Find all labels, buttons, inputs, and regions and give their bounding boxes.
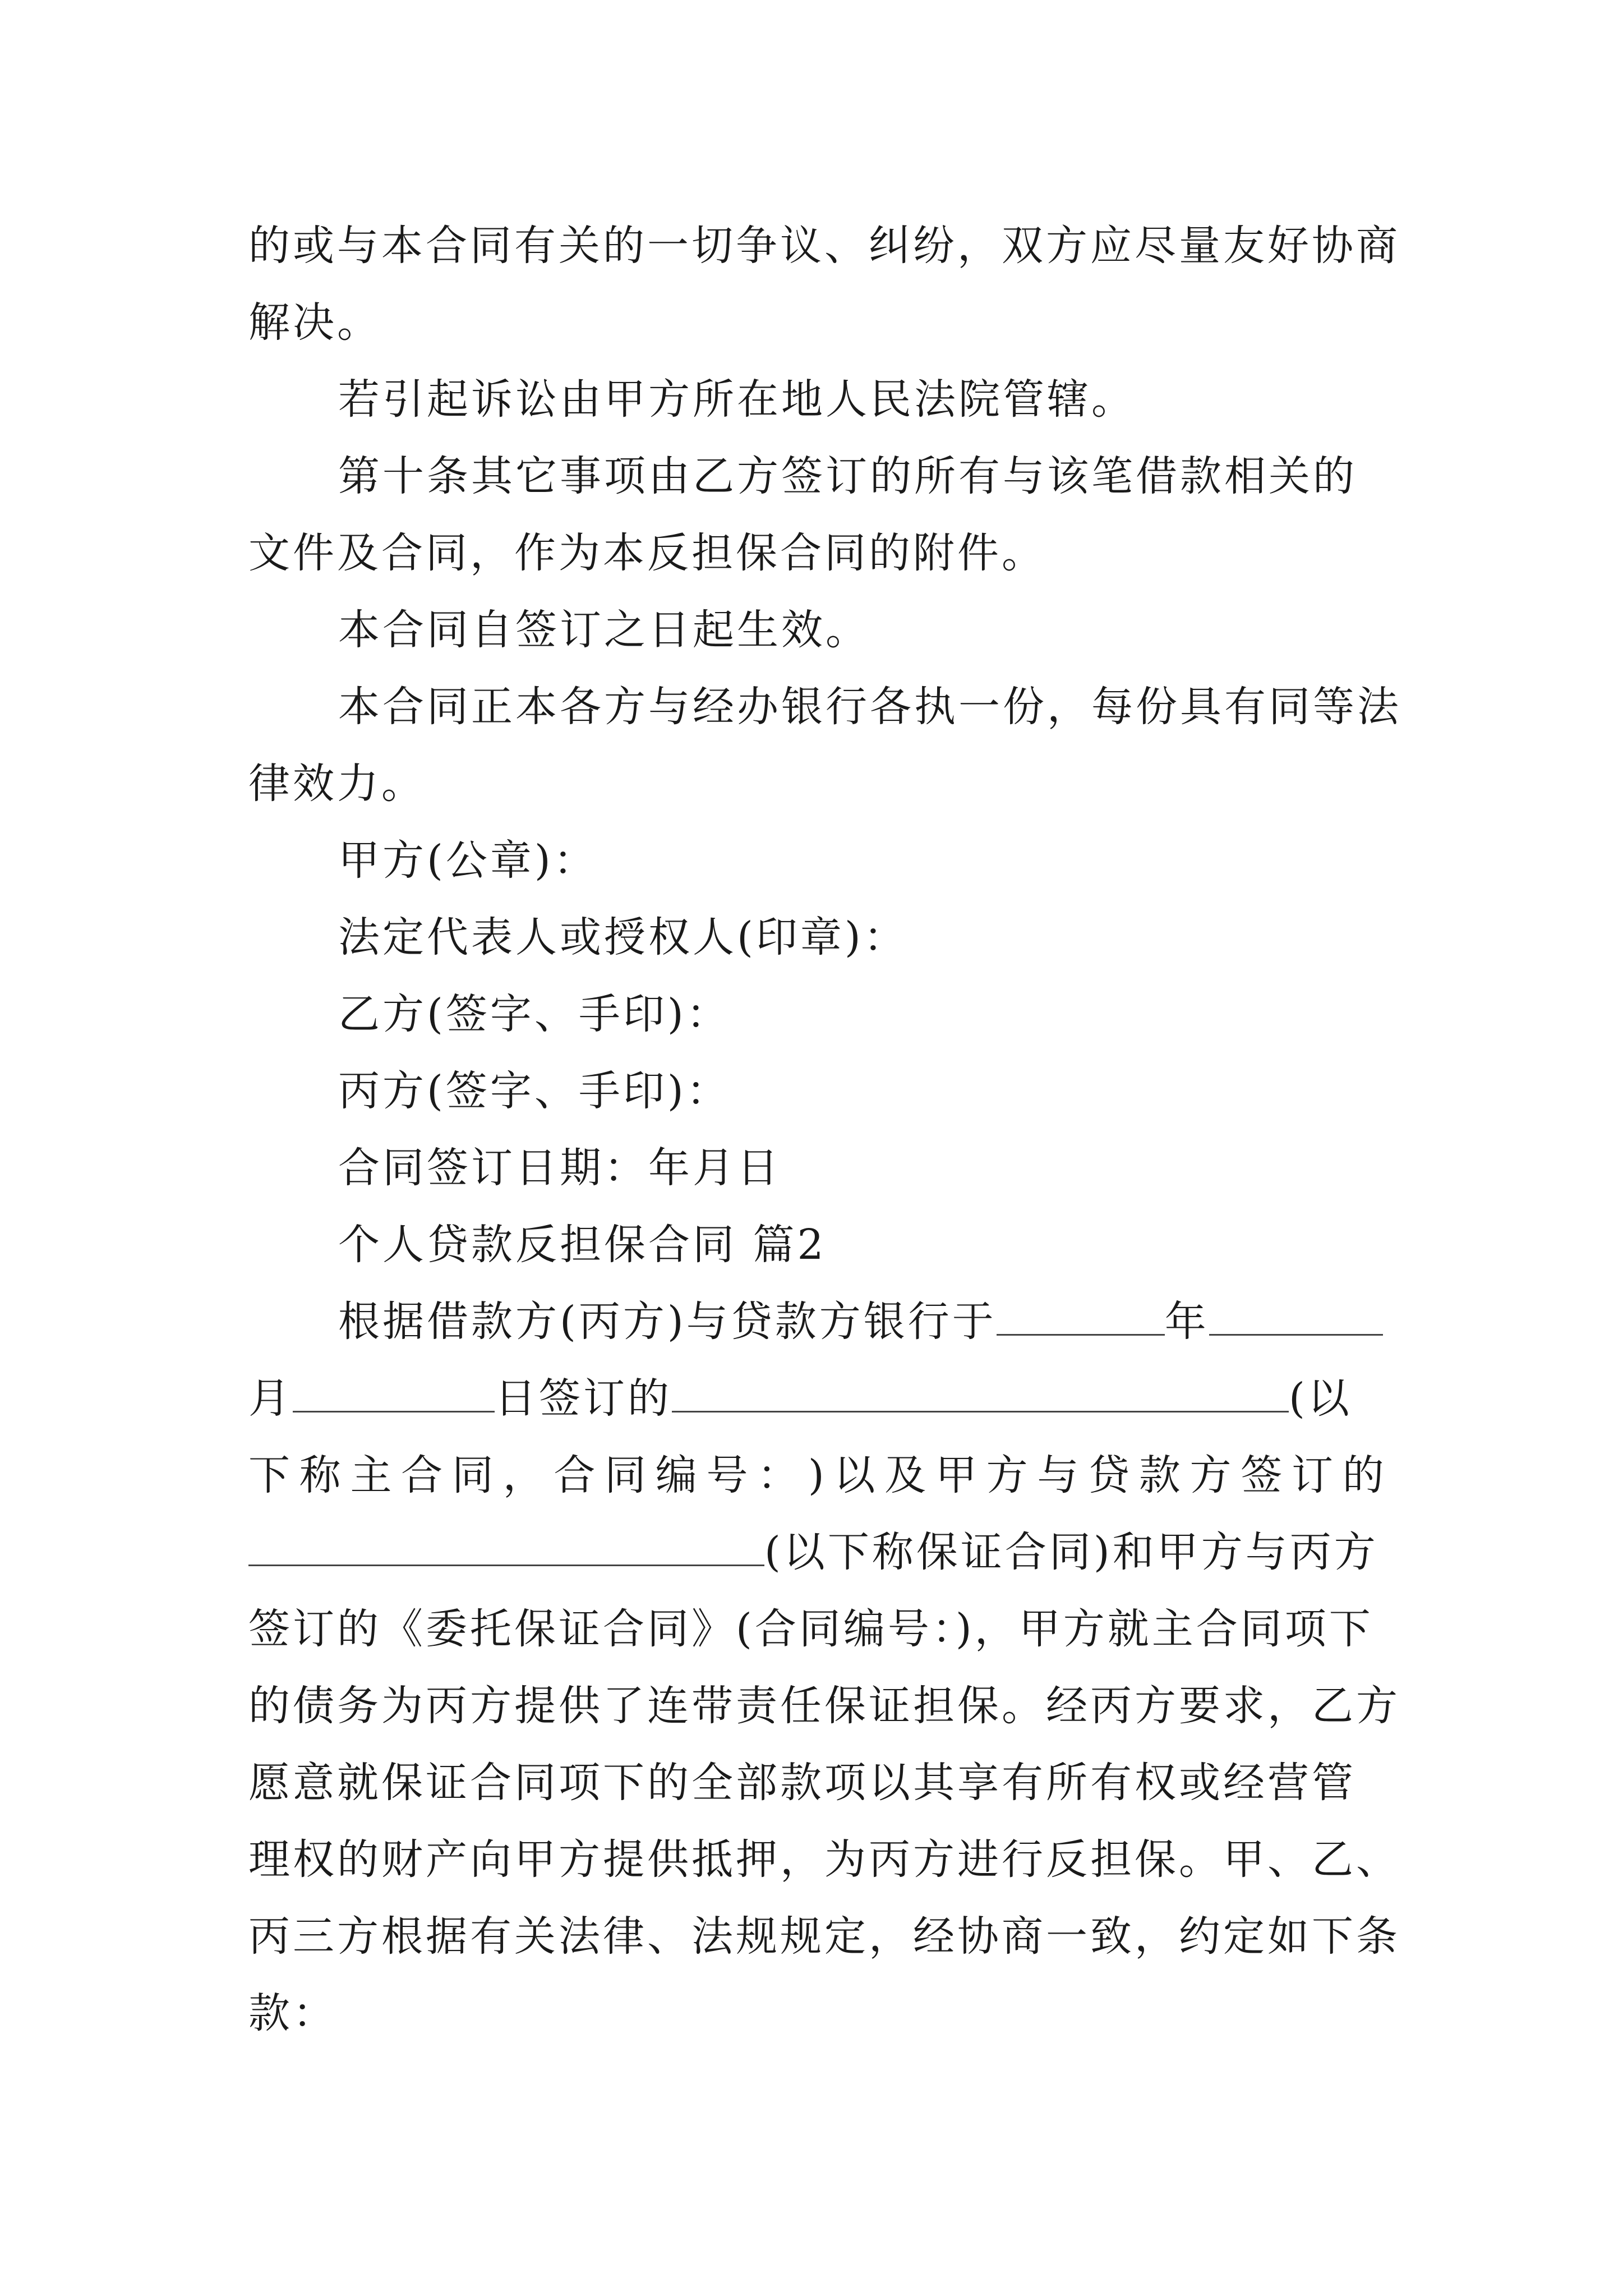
- paragraph-line: 愿意就保证合同项下的全部款项以其享有所有权或经营管: [248, 1759, 1356, 1807]
- signature-line-representative: 法定代表人或授权人(印章)：: [338, 913, 908, 961]
- justified-char: 及: [884, 1451, 929, 1499]
- justified-char: 称: [299, 1451, 344, 1499]
- justified-char: 下: [248, 1451, 293, 1499]
- justified-char: 的: [1342, 1451, 1387, 1499]
- justified-char: ：: [757, 1451, 802, 1499]
- paragraph-line: 文件及合同，作为本反担保合同的附件。: [248, 529, 1046, 577]
- blank-field: [293, 1374, 495, 1412]
- fill-line-date: [248, 1283, 1387, 1360]
- paragraph-line: 款：: [248, 1989, 337, 2037]
- blank-field: [672, 1374, 1289, 1412]
- paragraph-line: 律效力。: [248, 760, 426, 808]
- paragraph-line: 理权的财产向甲方提供抵押，为丙方进行反担保。甲、乙、: [248, 1835, 1400, 1884]
- signature-line-party-b: 乙方(签字、手印)：: [338, 990, 731, 1038]
- paragraph-line: 若引起诉讼由甲方所在地人民法院管辖。: [338, 375, 1136, 424]
- justified-char: 订: [1291, 1451, 1336, 1499]
- justified-char: 方: [1189, 1451, 1234, 1499]
- justified-char: ，: [502, 1451, 547, 1499]
- justified-char: 编: [655, 1451, 700, 1499]
- blank-field: [997, 1297, 1165, 1336]
- paragraph-line: 本合同正本各方与经办银行各执一份，每份具有同等法: [338, 683, 1401, 731]
- paragraph-line: 签订的《委托保证合同》(合同编号：)，甲方就主合同项下: [248, 1605, 1373, 1653]
- document-body: [248, 208, 1401, 2052]
- justified-char: 号: [706, 1451, 751, 1499]
- justified-char: 同: [605, 1451, 649, 1499]
- paragraph-line: 本合同自签订之日起生效。: [338, 606, 870, 654]
- justified-line: [248, 1437, 1387, 1514]
- justified-char: 同: [451, 1451, 496, 1499]
- justified-char: 与: [1037, 1451, 1082, 1499]
- paragraph-line: 的或与本合同有关的一切争议、纠纷，双方应尽量友好协商: [248, 222, 1400, 270]
- fill-line-contract: [248, 1360, 1387, 1437]
- paragraph-line: 第十条其它事项由乙方签订的所有与该笔借款相关的: [338, 452, 1357, 500]
- fill-text: 月: [248, 1374, 293, 1423]
- fill-text: 根据借款方(丙方)与贷款方银行于: [338, 1297, 997, 1346]
- blank-field: [248, 1527, 764, 1566]
- fill-text: 日签订的: [495, 1374, 672, 1423]
- paragraph-line: 解决。: [248, 298, 381, 347]
- justified-char: 甲: [935, 1451, 980, 1499]
- paragraph-line: 丙三方根据有关法律、法规规定，经协商一致，约定如下条: [248, 1912, 1400, 1961]
- justified-char: 贷: [1088, 1451, 1133, 1499]
- fill-line-guarantee: [248, 1514, 1387, 1591]
- justified-char: 合: [554, 1451, 598, 1499]
- fill-text: 年: [1164, 1297, 1209, 1346]
- signature-line-party-c: 丙方(签字、手印)：: [338, 1067, 731, 1115]
- paragraph-line: 的债务为丙方提供了连带责任保证担保。经丙方要求，乙方: [248, 1682, 1400, 1730]
- justified-char: 款: [1138, 1451, 1183, 1499]
- justified-char: 以: [833, 1451, 878, 1499]
- justified-char: 方: [986, 1451, 1031, 1499]
- justified-char: 主: [350, 1451, 395, 1499]
- signature-line-party-a: 甲方(公章)：: [338, 836, 598, 885]
- justified-char: 合: [401, 1451, 446, 1499]
- fill-text: (以: [1289, 1374, 1352, 1423]
- contract-date-line: 合同签订日期：年月日: [338, 1144, 781, 1192]
- section-heading: 个人贷款反担保合同 篇2: [338, 1221, 827, 1269]
- fill-text: (以下称保证合同)和甲方与丙方: [764, 1528, 1378, 1576]
- blank-field: [1209, 1297, 1383, 1336]
- justified-char: 签: [1241, 1451, 1285, 1499]
- justified-char: ): [808, 1451, 827, 1499]
